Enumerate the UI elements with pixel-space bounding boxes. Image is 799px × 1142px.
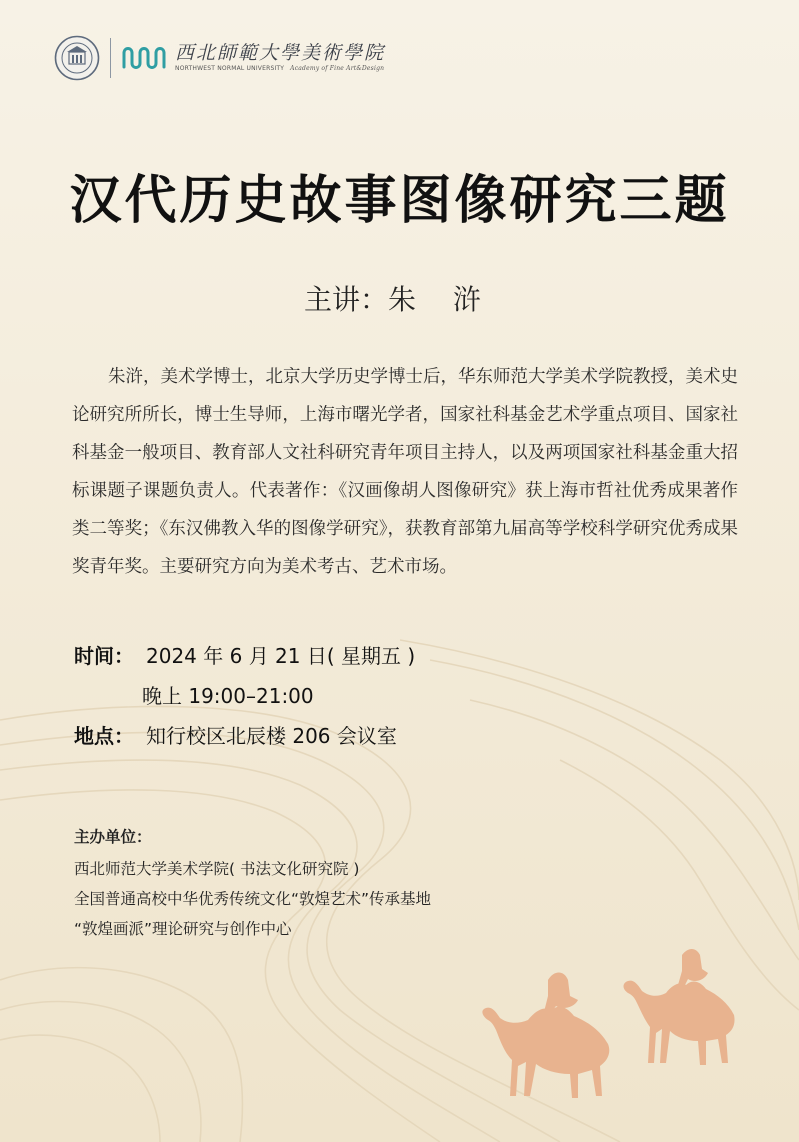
event-date: 2024 年 6 月 21 日( 星期五 )	[146, 644, 416, 668]
organizer-item: “敦煌画派”理论研究与创作中心	[74, 920, 292, 938]
academy-name-en: Academy of Fine Art&Design	[290, 65, 385, 72]
event-time-row	[74, 680, 415, 720]
time-label: 时间：	[74, 644, 134, 668]
speaker-bio: 朱浒，美术学博士，北京大学历史学博士后，华东师范大学美术学院教授，美术史论研究所所长，博士生导师，上海市曙光学者，国家社科基金艺术学重点项目、国家社科基金一般项目、教育部人文社科研究青年项目主持人，以及两项国家社科基金重大招标课题子课题负责人。代表著作：《汉画像胡人图像研究》获上海市哲社优秀成果著作类二等奖；《东汉佛教入华的图像学研究》，获教育部第九届高等学校科学研究优秀成果奖青年奖。主要研究方向为美术考古、艺术市场。	[72, 367, 738, 577]
event-place-row	[74, 720, 415, 760]
lecture-title: 汉代历史故事图像研究三题	[69, 170, 730, 231]
event-info	[74, 640, 415, 760]
speaker-line	[0, 278, 799, 318]
academy-wave-logo-icon	[121, 43, 167, 73]
university-name-cn: 西北師範大學美術學院	[175, 42, 386, 64]
university-seal-icon	[54, 35, 100, 81]
organizers-label: 主办单位：	[74, 828, 152, 846]
logo-divider	[110, 38, 111, 78]
organizers	[74, 826, 431, 944]
event-place: 知行校区北辰楼 206 会议室	[146, 724, 397, 748]
speaker-label: 主讲：	[304, 283, 389, 316]
event-time: 晚上 19:00–21:00	[142, 684, 314, 708]
university-name-en: NORTHWEST NORMAL UNIVERSITY	[175, 65, 285, 72]
header-logo	[54, 32, 385, 84]
place-label: 地点：	[74, 724, 134, 748]
organizer-item: 全国普通高校中华优秀传统文化“敦煌艺术”传承基地	[74, 890, 432, 908]
speaker-name: 朱 浒	[388, 283, 495, 316]
event-date-row	[74, 640, 415, 680]
organizer-item: 西北师范大学美术学院( 书法文化研究院 )	[74, 860, 360, 878]
